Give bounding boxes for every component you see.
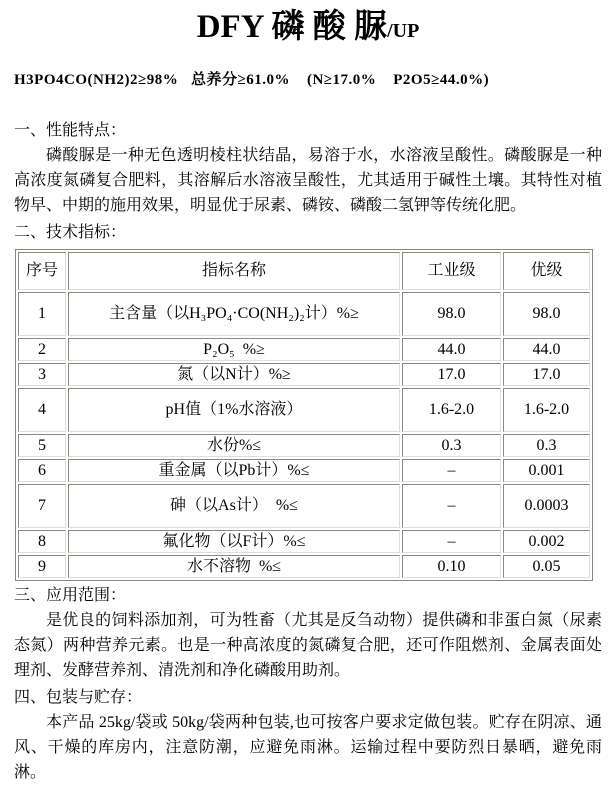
premium-grade-cell: 98.0 <box>503 292 590 336</box>
table-row <box>18 292 590 336</box>
indicator-name-cell: P₂O₅ %≥ <box>68 338 400 361</box>
premium-grade-cell: 44.0 <box>503 338 590 361</box>
header-cell-industrial: 工业级 <box>402 252 501 290</box>
table-row <box>18 388 590 432</box>
page-title <box>14 4 602 54</box>
page-title-main: DFY 磷 酸 脲 <box>196 9 388 45</box>
row-number-cell: 1 <box>18 292 66 336</box>
row-number-cell: 5 <box>18 434 66 457</box>
row-number-cell: 9 <box>18 555 66 578</box>
indicator-name-cell: 主含量（以H₃PO₄·CO(NH₂)₂计）%≥ <box>68 292 400 336</box>
indicator-name-cell: 重金属（以Pb计）%≤ <box>68 459 400 482</box>
row-number-cell: 3 <box>18 363 66 386</box>
header-cell-premium: 优级 <box>503 252 590 290</box>
table-row <box>18 434 590 457</box>
table-row <box>18 459 590 482</box>
header-cell-indicator: 指标名称 <box>68 252 400 290</box>
document-page <box>0 4 616 785</box>
section-3-heading: 三、应用范围： <box>14 587 127 604</box>
premium-grade-cell: 0.002 <box>503 530 590 553</box>
industrial-grade-cell: 1.6-2.0 <box>402 388 501 432</box>
table-row <box>18 555 590 578</box>
section-2-heading: 二、技术指标： <box>14 224 127 241</box>
table-row <box>18 363 590 386</box>
formula-line: H3PO4CO(NH2)2≥98% 总养分≥61.0% (N≥17.0% P2O5≥44.0%) <box>14 72 490 88</box>
spec-table <box>15 249 593 581</box>
table-row <box>18 484 590 528</box>
premium-grade-cell: 0.3 <box>503 434 590 457</box>
premium-grade-cell: 0.001 <box>503 459 590 482</box>
section-3-paragraph: 是优良的饲料添加剂，可为牲畜（尤其是反刍动物）提供磷和非蛋白氮（尿素态氮）两种营养元素。也是一种高浓度的氮磷复合肥，还可作阻燃剂、金属表面处理剂、发酵营养剂、清洗剂和净化磷酸用助剂。 <box>14 612 602 679</box>
premium-grade-cell: 0.05 <box>503 555 590 578</box>
table-row <box>18 530 590 553</box>
industrial-grade-cell: – <box>402 459 501 482</box>
section-4-heading: 四、包装与贮存： <box>14 689 143 706</box>
industrial-grade-cell: 98.0 <box>402 292 501 336</box>
industrial-grade-cell: – <box>402 530 501 553</box>
premium-grade-cell: 1.6-2.0 <box>503 388 590 432</box>
indicator-name-cell: pH值（1%水溶液） <box>68 388 400 432</box>
indicator-name-cell: 水不溶物 %≤ <box>68 555 400 578</box>
section-1-heading: 一、性能特点： <box>14 122 127 139</box>
row-number-cell: 2 <box>18 338 66 361</box>
header-cell-no: 序号 <box>18 252 66 290</box>
industrial-grade-cell: 17.0 <box>402 363 501 386</box>
industrial-grade-cell: 44.0 <box>402 338 501 361</box>
row-number-cell: 4 <box>18 388 66 432</box>
premium-grade-cell: 17.0 <box>503 363 590 386</box>
table-row <box>18 338 590 361</box>
section-4-paragraph: 本产品 25kg/袋或 50kg/袋两种包装,也可按客户要求定做包装。贮存在阴凉、通风、干燥的库房内，注意防潮，应避免雨淋。运输过程中要防烈日暴晒，避免雨淋。 <box>14 714 602 781</box>
indicator-name-cell: 砷（以As计） %≤ <box>68 484 400 528</box>
indicator-name-cell: 氮（以N计）%≥ <box>68 363 400 386</box>
indicator-name-cell: 氟化物（以F计）%≤ <box>68 530 400 553</box>
spec-table-header-row <box>18 252 590 290</box>
industrial-grade-cell: – <box>402 484 501 528</box>
page-title-suffix: /UP <box>387 20 420 42</box>
indicator-name-cell: 水份%≤ <box>68 434 400 457</box>
section-1-paragraph: 磷酸脲是一种无色透明棱柱状结晶，易溶于水，水溶液呈酸性。磷酸脲是一种高浓度氮磷复合肥料，其溶解后水溶液呈酸性，尤其适用于碱性土壤。其特性对植物早、中期的施用效果，明显优于尿素、磷铵、磷酸二氢钾等传统化肥。 <box>14 147 602 214</box>
row-number-cell: 7 <box>18 484 66 528</box>
row-number-cell: 6 <box>18 459 66 482</box>
row-number-cell: 8 <box>18 530 66 553</box>
premium-grade-cell: 0.0003 <box>503 484 590 528</box>
industrial-grade-cell: 0.3 <box>402 434 501 457</box>
industrial-grade-cell: 0.10 <box>402 555 501 578</box>
